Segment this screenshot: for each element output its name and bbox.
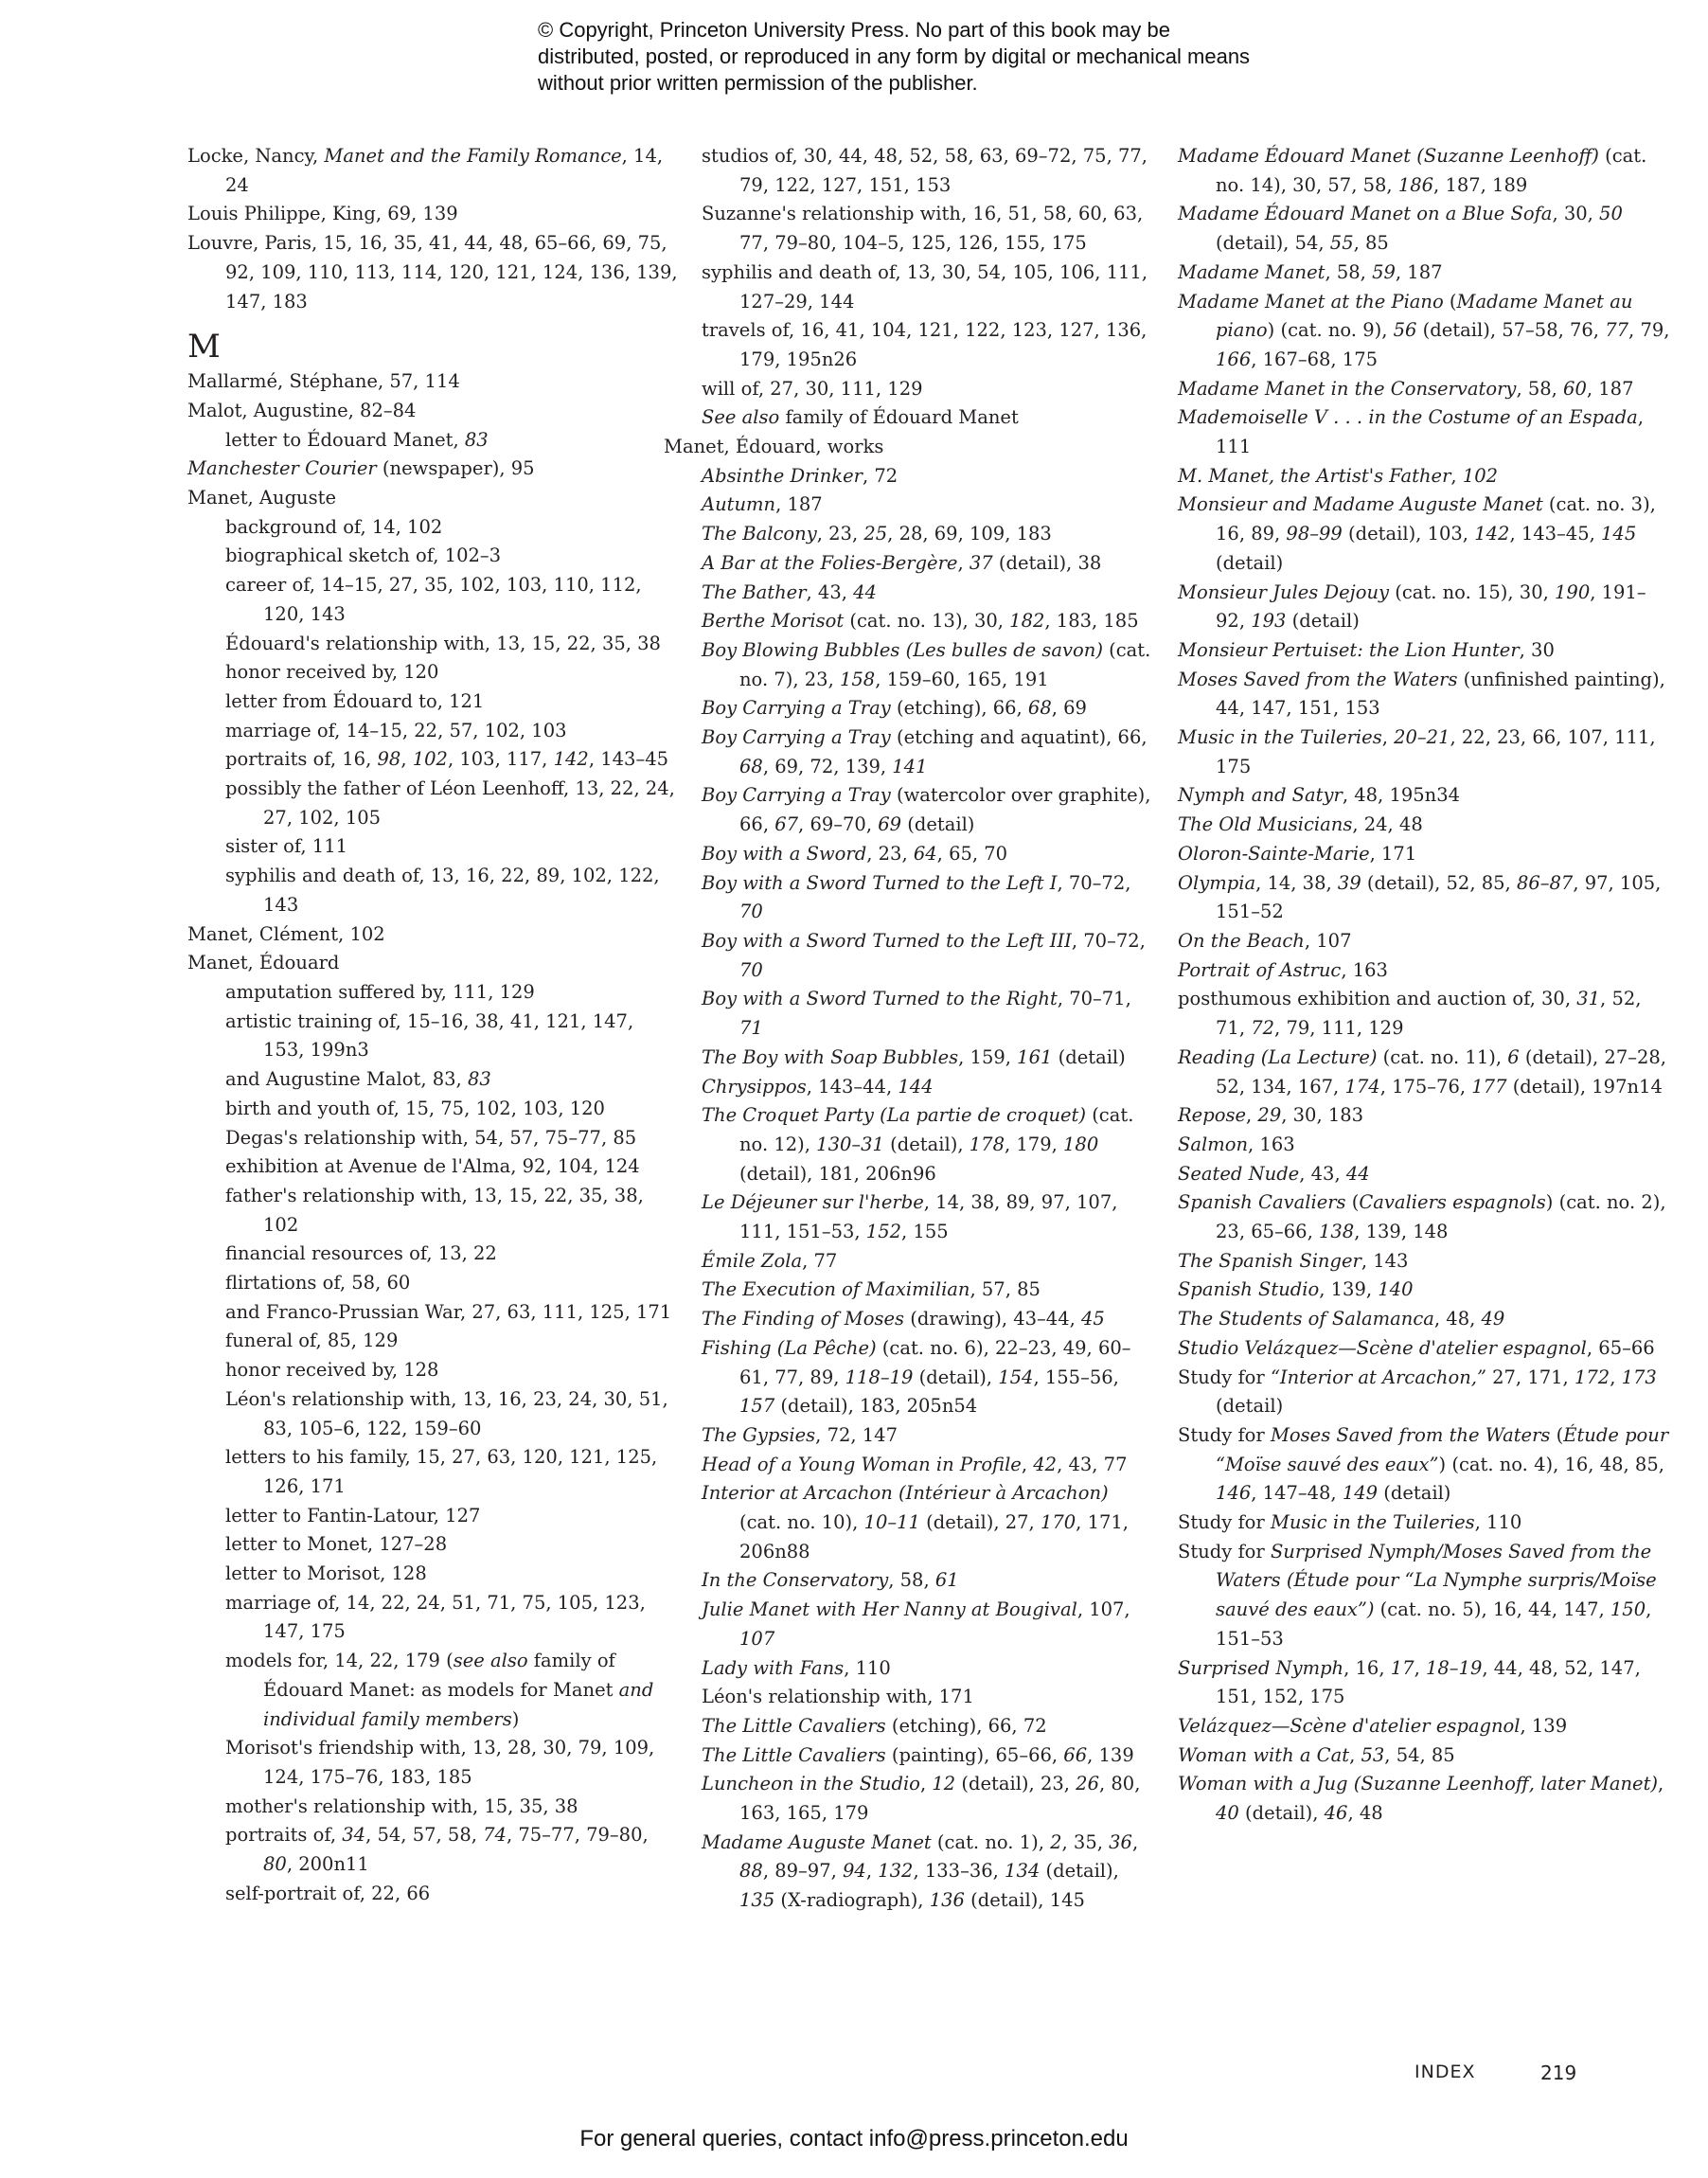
index-entry: Seated Nude, 43, 44 — [1178, 1162, 1370, 1185]
index-subentry: sister of, 111 — [225, 835, 348, 858]
index-subentry: letter to Édouard Manet, 83 — [225, 428, 489, 451]
index-subentry: career of, 14–15, 27, 35, 102, 103, 110, 112, 120, 143 — [225, 574, 642, 625]
index-entry: Madame Édouard Manet (Suzanne Leenhoff) (cat. no. 14), 30, 57, 58, 186, 187, 189 — [1178, 145, 1647, 196]
index-entry: Manet, Auguste — [187, 487, 336, 509]
index-entry: Studio Velázquez—Scène d'atelier espagnol, 65–66 — [1178, 1336, 1655, 1359]
index-column-3 — [1178, 142, 1670, 1829]
index-subentry: The Boy with Soap Bubbles, 159, 161 (detail) — [702, 1045, 1126, 1068]
index-entry: Portrait of Astruc, 163 — [1178, 958, 1388, 981]
index-subentry: possibly the father of Léon Leenhoff, 13, 22, 24, 27, 102, 105 — [225, 777, 675, 829]
index-entry: Study for Music in the Tuileries, 110 — [1178, 1511, 1522, 1534]
index-entry: Manet, Clément, 102 — [187, 922, 385, 945]
index-entry: Moses Saved from the Waters (unfinished painting), 44, 147, 151, 153 — [1178, 668, 1665, 720]
index-subentry: travels of, 16, 41, 104, 121, 122, 123, 127, 136, 179, 195n26 — [702, 319, 1148, 370]
index-subentry: letter from Édouard to, 121 — [225, 689, 485, 712]
index-subentry: syphilis and death of, 13, 16, 22, 89, 102, 122, 143 — [225, 865, 660, 916]
index-entry: Madame Manet at the Piano (Madame Manet au piano) (cat. no. 9), 56 (detail), 57–58, 76, 77, 79, 166, 167–68, 175 — [1178, 290, 1670, 370]
index-subentry: Absinthe Drinker, 72 — [702, 464, 898, 487]
index-subentry: honor received by, 128 — [225, 1359, 439, 1382]
index-subentry: portraits of, 16, 98, 102, 103, 117, 142, 143–45 — [225, 748, 669, 771]
index-subentry: letter to Fantin-Latour, 127 — [225, 1504, 481, 1526]
index-subentry: background of, 14, 102 — [225, 515, 443, 538]
index-subentry: The Execution of Maximilian, 57, 85 — [702, 1278, 1041, 1301]
index-column-2 — [664, 142, 1156, 1916]
index-subentry: Morisot's friendship with, 13, 28, 30, 79, 109, 124, 175–76, 183, 185 — [225, 1737, 655, 1788]
index-entry: Monsieur and Madame Auguste Manet (cat. no. 3), 16, 89, 98–99 (detail), 103, 142, 143–45, 145 (detail) — [1178, 493, 1656, 574]
index-subentry: marriage of, 14–15, 22, 57, 102, 103 — [225, 719, 567, 741]
index-subentry: exhibition at Avenue de l'Alma, 92, 104, 124 — [225, 1155, 640, 1178]
index-subentry: Suzanne's relationship with, 16, 51, 58, 60, 63, 77, 79–80, 104–5, 125, 126, 155, 175 — [702, 203, 1144, 255]
index-subentry: financial resources of, 13, 22 — [225, 1242, 497, 1265]
index-subentry: artistic training of, 15–16, 38, 41, 121, 147, 153, 199n3 — [225, 1009, 634, 1062]
index-subentry: father's relationship with, 13, 15, 22, 35, 38, 102 — [225, 1184, 644, 1236]
index-subentry: Léon's relationship with, 171 — [702, 1686, 974, 1708]
index-entry: Study for “Interior at Arcachon,” 27, 171, 172, 173 (detail) — [1178, 1366, 1657, 1418]
index-subentry: Boy with a Sword Turned to the Left I, 70–72, 70 — [702, 871, 1131, 923]
index-entry: Woman with a Jug (Suzanne Leenhoff, later Manet), 40 (detail), 46, 48 — [1178, 1773, 1664, 1825]
index-subentry: Head of a Young Woman in Profile, 42, 43, 77 — [702, 1453, 1128, 1475]
index-entry: Study for Surprised Nymph/Moses Saved from the Waters (Étude pour “La Nymphe surpris/Moïse sauvé des eaux”) (cat. no. 5), 16, 44, 147, 150, 151–53 — [1178, 1540, 1657, 1650]
index-subentry: Boy Carrying a Tray (etching and aquatint), 66, 68, 69, 72, 139, 141 — [702, 726, 1148, 777]
index-subentry: Émile Zola, 77 — [702, 1249, 838, 1272]
index-entry: Reading (La Lecture) (cat. no. 11), 6 (detail), 27–28, 52, 134, 167, 174, 175–76, 177 (detail), 197n14 — [1178, 1045, 1666, 1098]
index-entry: The Old Musicians, 24, 48 — [1178, 813, 1423, 836]
page-number: 219 — [1540, 2062, 1577, 2084]
index-subentry: amputation suffered by, 111, 129 — [225, 980, 535, 1003]
index-subentry: Degas's relationship with, 54, 57, 75–77, 85 — [225, 1126, 637, 1149]
index-subentry: Luncheon in the Studio, 12 (detail), 23, 26, 80, 163, 165, 179 — [702, 1773, 1141, 1825]
copyright-notice: © Copyright, Princeton University Press. No part of this book may be distributed, posted, or reproduced in any form by digital or mechanical means without prior written permission of the publisher. — [538, 18, 1251, 95]
index-subentry: Fishing (La Pêche) (cat. no. 6), 22–23, 49, 60–61, 77, 89, 118–19 (detail), 154, 155–56, 157 (detail), 183, 205n54 — [702, 1336, 1131, 1418]
index-subentry: The Gypsies, 72, 147 — [702, 1423, 898, 1446]
index-entry: Louis Philippe, King, 69, 139 — [187, 203, 458, 225]
index-subentry: Lady with Fans, 110 — [702, 1656, 891, 1679]
index-subentry: The Little Cavaliers (painting), 65–66, 66, 139 — [702, 1743, 1134, 1766]
index-subentry: and Augustine Malot, 83, 83 — [225, 1068, 491, 1091]
index-entry: Malot, Augustine, 82–84 — [187, 399, 417, 421]
index-subentry: In the Conservatory, 58, 61 — [702, 1569, 959, 1592]
index-entry: Velázquez—Scène d'atelier espagnol, 139 — [1178, 1714, 1568, 1737]
index-entry: Olympia, 14, 38, 39 (detail), 52, 85, 86–87, 97, 105, 151–52 — [1178, 871, 1662, 923]
index-entry: The Students of Salamanca, 48, 49 — [1178, 1308, 1505, 1330]
index-entry: Mademoiselle V . . . in the Costume of an Espada, 111 — [1178, 406, 1644, 458]
index-subentry: biographical sketch of, 102–3 — [225, 544, 502, 567]
index-entry: Manet, Édouard, works — [664, 436, 884, 458]
index-subentry: See also family of Édouard Manet — [702, 406, 1019, 429]
index-subentry: Berthe Morisot (cat. no. 13), 30, 182, 183, 185 — [702, 610, 1139, 633]
index-entry: Louvre, Paris, 15, 16, 35, 41, 44, 48, 65–66, 69, 75, 92, 109, 110, 113, 114, 120, 121, 124, 136, 139, 147, 183 — [187, 232, 678, 312]
index-subentry: Boy with a Sword Turned to the Left III, 70–72, 70 — [702, 929, 1146, 981]
index-entry: Madame Manet in the Conservatory, 58, 60, 187 — [1178, 377, 1634, 400]
index-entry: posthumous exhibition and auction of, 30, 31, 52, 71, 72, 79, 111, 129 — [1178, 988, 1642, 1040]
index-subentry: birth and youth of, 15, 75, 102, 103, 120 — [225, 1097, 605, 1119]
index-entry: Monsieur Pertuiset: the Lion Hunter, 30 — [1178, 638, 1555, 661]
index-entry: Surprised Nymph, 16, 17, 18–19, 44, 48, 52, 147, 151, 152, 175 — [1178, 1656, 1641, 1708]
index-subentry: The Little Cavaliers (etching), 66, 72 — [702, 1714, 1047, 1737]
index-subentry: studios of, 30, 44, 48, 52, 58, 63, 69–72, 75, 77, 79, 122, 127, 151, 153 — [702, 145, 1148, 196]
index-entry: Music in the Tuileries, 20–21, 22, 23, 66, 107, 111, 175 — [1178, 726, 1656, 777]
index-entry: Spanish Studio, 139, 140 — [1178, 1278, 1414, 1301]
index-entry: Oloron-Sainte-Marie, 171 — [1178, 842, 1417, 865]
index-subentry: Boy Carrying a Tray (watercolor over graphite), 66, 67, 69–70, 69 (detail) — [702, 784, 1151, 836]
index-entry: Salmon, 163 — [1178, 1133, 1295, 1155]
index-entry: Manet, Édouard — [187, 952, 340, 974]
index-subentry: and Franco-Prussian War, 27, 63, 111, 125, 171 — [225, 1300, 672, 1323]
index-entry: M. Manet, the Artist's Father, 102 — [1178, 464, 1499, 487]
contact-footer: For general queries, contact info@press.princeton.edu — [579, 2126, 1129, 2151]
index-entry: Madame Édouard Manet on a Blue Sofa, 30, 50 (detail), 54, 55, 85 — [1178, 203, 1623, 255]
index-subentry: Boy Carrying a Tray (etching), 66, 68, 69 — [702, 697, 1087, 720]
index-subentry: marriage of, 14, 22, 24, 51, 71, 75, 105, 123, 147, 175 — [225, 1591, 646, 1643]
index-entry: Mallarmé, Stéphane, 57, 114 — [187, 370, 460, 393]
index-subentry: honor received by, 120 — [225, 661, 439, 684]
index-entry: On the Beach, 107 — [1178, 929, 1352, 952]
index-subentry: letter to Morisot, 128 — [225, 1562, 427, 1585]
index-subentry: The Croquet Party (La partie de croquet) (cat. no. 12), 130–31 (detail), 178, 179, 180 (detail), 181, 206n96 — [702, 1104, 1134, 1185]
index-subentry: Autumn, 187 — [702, 493, 823, 516]
index-subentry: Le Déjeuner sur l'herbe, 14, 38, 89, 97, 107, 111, 151–53, 152, 155 — [702, 1191, 1118, 1243]
index-subentry: A Bar at the Folies-Bergère, 37 (detail), 38 — [702, 551, 1102, 574]
index-subentry: Chrysippos, 143–44, 144 — [702, 1075, 934, 1098]
running-footer-label: INDEX — [1414, 2062, 1476, 2082]
index-subentry: flirtations of, 58, 60 — [225, 1272, 411, 1294]
index-entry: Nymph and Satyr, 48, 195n34 — [1178, 784, 1461, 807]
index-subentry: Interior at Arcachon (Intérieur à Arcachon) (cat. no. 10), 10–11 (detail), 27, 170, 171, 206n88 — [702, 1482, 1129, 1562]
index-subentry: funeral of, 85, 129 — [225, 1330, 399, 1352]
index-subentry: models for, 14, 22, 179 (see also family of Édouard Manet: as models for Manet and individual family members) — [225, 1650, 654, 1730]
index-subentry: The Bather, 43, 44 — [702, 580, 877, 603]
index-entry: Locke, Nancy, Manet and the Family Romance, 14, 24 — [187, 145, 664, 196]
index-entry: Woman with a Cat, 53, 54, 85 — [1178, 1743, 1455, 1766]
index-subentry: Madame Auguste Manet (cat. no. 1), 2, 35, 36, 88, 89–97, 94, 132, 133–36, 134 (detail), 135 (X-radiograph), 136 (detail), 145 — [702, 1830, 1139, 1912]
index-subentry: Édouard's relationship with, 13, 15, 22, 35, 38 — [225, 632, 661, 654]
index-subentry: Boy with a Sword, 23, 64, 65, 70 — [702, 842, 1008, 865]
index-entry: Spanish Cavaliers (Cavaliers espagnols) (cat. no. 2), 23, 65–66, 138, 139, 148 — [1178, 1191, 1666, 1243]
index-subentry: Boy Blowing Bubbles (Les bulles de savon) (cat. no. 7), 23, 158, 159–60, 165, 191 — [702, 638, 1151, 690]
index-subentry: Boy with a Sword Turned to the Right, 70–71, 71 — [702, 988, 1131, 1040]
index-entry: Madame Manet, 58, 59, 187 — [1178, 260, 1443, 283]
index-subentry: will of, 27, 30, 111, 129 — [702, 377, 923, 400]
index-subentry: mother's relationship with, 15, 35, 38 — [225, 1794, 578, 1817]
index-subentry: self-portrait of, 22, 66 — [225, 1882, 431, 1904]
index-subentry: The Balcony, 23, 25, 28, 69, 109, 183 — [702, 523, 1052, 545]
index-entry: Repose, 29, 30, 183 — [1178, 1104, 1364, 1127]
index-column-1 — [187, 142, 680, 1908]
index-subentry: The Finding of Moses (drawing), 43–44, 45 — [702, 1308, 1105, 1330]
index-subentry: portraits of, 34, 54, 57, 58, 74, 75–77, 79–80, 80, 200n11 — [225, 1824, 649, 1876]
index-subentry: syphilis and death of, 13, 30, 54, 105, 106, 111, 127–29, 144 — [702, 260, 1148, 312]
index-subentry: letters to his family, 15, 27, 63, 120, 121, 125, 126, 171 — [225, 1446, 658, 1497]
index-entry: Study for Moses Saved from the Waters (Étude pour “Moïse sauvé des eaux”) (cat. no. 4), 16, 48, 85, 146, 147–48, 149 (detail) — [1178, 1423, 1669, 1505]
index-subentry: Julie Manet with Her Nanny at Bougival, 107, 107 — [702, 1598, 1130, 1650]
index-subentry: Léon's relationship with, 13, 16, 23, 24, 30, 51, 83, 105–6, 122, 159–60 — [225, 1387, 668, 1439]
index-section-letter: M — [187, 328, 221, 366]
index-subentry: letter to Monet, 127–28 — [225, 1533, 448, 1556]
index-entry: The Spanish Singer, 143 — [1178, 1249, 1409, 1272]
index-entry: Manchester Courier (newspaper), 95 — [187, 457, 535, 480]
index-entry: Monsieur Jules Dejouy (cat. no. 15), 30, 190, 191–92, 193 (detail) — [1178, 580, 1646, 633]
